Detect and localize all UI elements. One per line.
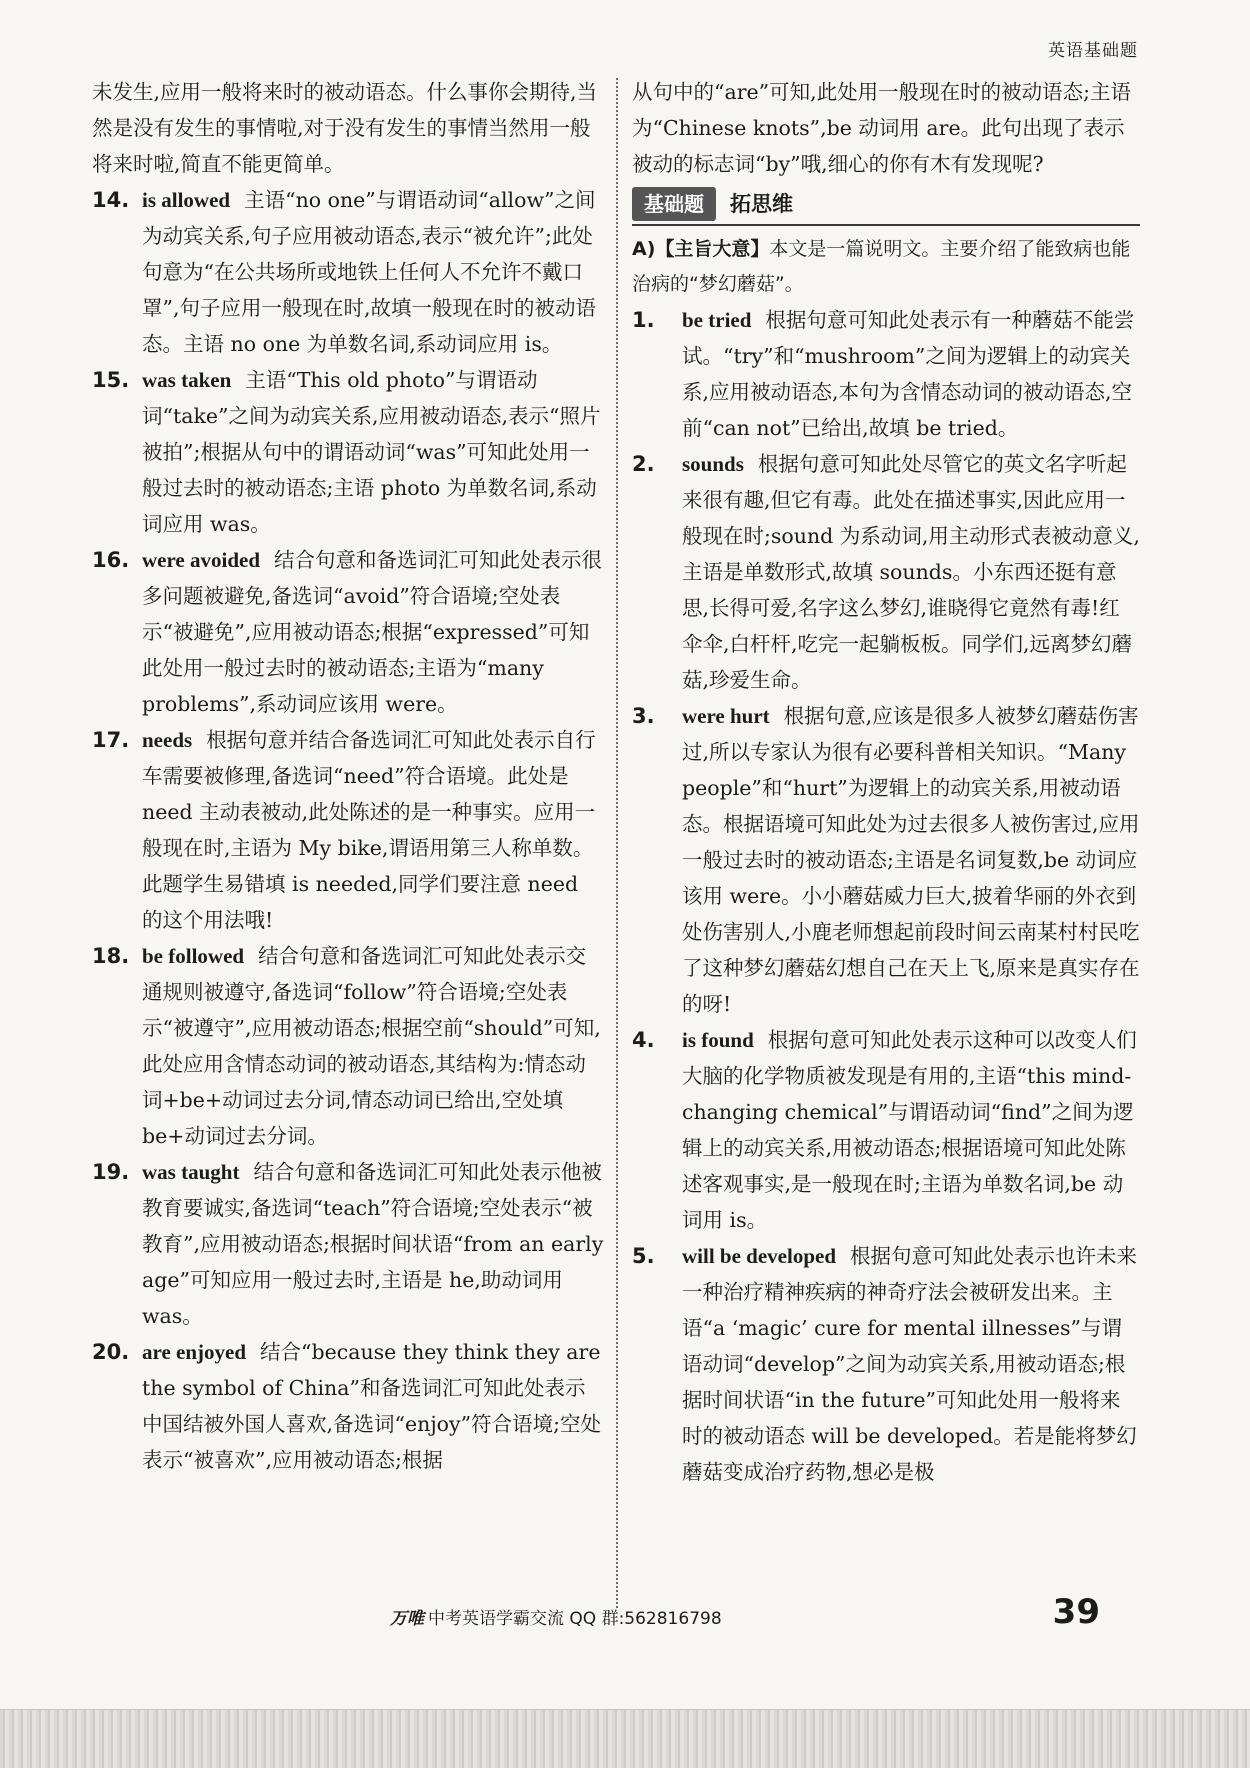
section-tag: 基础题 [632, 187, 716, 221]
item-number: 4. [632, 1028, 655, 1052]
item-number: 18. [92, 944, 130, 968]
page-number: 39 [1052, 1592, 1100, 1632]
left-intro: 未发生,应用一般将来时的被动语态。什么事你会期待,当然是没有发生的事情啦,对于没有发生的事情当然用一般将来时啦,简直不能更简单。 [92, 80, 598, 176]
answer-item [92, 722, 604, 938]
right-column [632, 74, 1140, 1490]
answer-item [92, 938, 604, 1154]
item-answer: are enjoyed [142, 1340, 247, 1364]
item-answer: be tried [682, 308, 752, 332]
section-header [632, 186, 1140, 222]
right-intro: 从句中的“are”可知,此处用一般现在时的被动语态;主语为“Chinese knots”,be 动词用 are。此句出现了表示被动的标志词“by”哦,细心的你有木有发现呢? [632, 80, 1132, 176]
item-answer: was taken [142, 368, 232, 392]
item-number: 2. [632, 452, 655, 476]
item-explanation: 主语“no one”与谓语动词“allow”之间为动宾关系,句子应用被动语态,表示“被允许”;此处句意为“在公共场所或地铁上任何人不允许不戴口罩”,句子应用一般现在时,故填一般现在时的被动语态。主语 no one 为单数名词,系动词应用 is。 [142, 188, 597, 356]
item-explanation: 结合句意和备选词汇可知此处表示交通规则被遵守,备选词“follow”符合语境;空处表示“被遵守”,应用被动语态;根据空前“should”可知,此处应用含情态动词的被动语态,其结构为:情态动词+be+动词过去分词,情态动词已给出,空处填 be+动词过去分词。 [142, 944, 601, 1148]
right-items [632, 302, 1140, 1490]
footer [390, 1604, 722, 1629]
item-explanation: 根据句意可知此处表示有一种蘑菇不能尝试。“try”和“mushroom”之间为逻辑上的动宾关系,应用被动语态,本句为含情态动词的被动语态,空前“can not”已给出,故填 be tried。 [682, 308, 1135, 440]
answer-item [632, 446, 1140, 698]
item-number: 17. [92, 728, 130, 752]
item-answer: were hurt [682, 704, 770, 728]
item-number: 5. [632, 1244, 655, 1268]
footer-brand: 万唯 [390, 1609, 424, 1629]
summary [632, 232, 1140, 302]
item-answer: be followed [142, 944, 245, 968]
item-answer: sounds [682, 452, 744, 476]
answer-item [92, 542, 604, 722]
answer-item [92, 182, 604, 362]
item-answer: needs [142, 728, 193, 752]
answer-item [632, 1238, 1140, 1490]
left-items [92, 182, 604, 1478]
item-number: 19. [92, 1160, 130, 1184]
item-explanation: 主语“This old photo”与谓语动词“take”之间为动宾关系,应用被动语态,表示“照片被拍”;根据从句中的谓语动词“was”可知此处用一般过去时的被动语态;主语 photo 为单数名词,系动词应用 was。 [142, 368, 601, 536]
item-explanation: 结合句意和备选词汇可知此处表示他被教育要诚实,备选词“teach”符合语境;空处表示“被教育”,应用被动语态;根据时间状语“from an early age”可知应用一般过去时,主语是 he,助动词用 was。 [142, 1160, 604, 1328]
summary-text: 本文是一篇说明文。主要介绍了能致病也能治病的“梦幻蘑菇”。 [632, 238, 1131, 295]
answer-item [632, 698, 1140, 1022]
item-answer: is found [682, 1028, 754, 1052]
column-divider [616, 78, 618, 1608]
item-number: 1. [632, 308, 655, 332]
item-answer: will be developed [682, 1244, 837, 1268]
item-explanation: 根据句意可知此处尽管它的英文名字听起来很有趣,但它有毒。此处在描述事实,因此应用一般现在时;sound 为系动词,用主动形式表被动意义,主语是单数形式,故填 sounds。小东西还挺有意思,长得可爱,名字这么梦幻,谁晓得它竟然有毒!红伞伞,白杆杆,吃完一起躺板板。同学们,远离梦幻蘑菇,珍爱生命。 [682, 452, 1140, 692]
item-explanation: 根据句意可知此处表示也许未来一种治疗精神疾病的神奇疗法会被研发出来。主语“a ‘magic’ cure for mental illnesses”与谓语动词“develop”之间为动宾关系,用被动语态;根据时间状语“in the future”可知此处用一般将来时的被动语态 will be developed。若是能将梦幻蘑菇变成治疗药物,想必是极 [682, 1244, 1138, 1484]
answer-item [632, 302, 1140, 446]
item-explanation: 根据句意,应该是很多人被梦幻蘑菇伤害过,所以专家认为很有必要科普相关知识。“Many people”和“hurt”为逻辑上的动宾关系,用被动语态。根据语境可知此处为过去很多人被伤害过,应用一般过去时的被动语态;主语是名词复数,be 动词应该用 were。小小蘑菇威力巨大,披着华丽的外衣到处伤害别人,小鹿老师想起前段时间云南某村村民吃了这种梦幻蘑菇幻想自己在天上飞,原来是真实存在的呀! [682, 704, 1140, 1016]
item-explanation: 根据句意可知此处表示这种可以改变人们大脑的化学物质被发现是有用的,主语“this mind-changing chemical”与谓语动词“find”之间为逻辑上的动宾关系,用被动语态;根据语境可知此处陈述客观事实,是一般现在时;主语为单数名词,be 动词用 is。 [682, 1028, 1137, 1232]
item-explanation: 结合“because they think they are the symbol of China”和备选词汇可知此处表示中国结被外国人喜欢,备选词“enjoy”符合语境;空处表示“被喜欢”,应用被动语态;根据 [142, 1340, 601, 1472]
answer-item [92, 362, 604, 542]
item-number: 15. [92, 368, 130, 392]
left-column [92, 74, 604, 1478]
summary-lead: A)【主旨大意】 [632, 238, 770, 260]
item-explanation: 结合句意和备选词汇可知此处表示很多问题被避免,备选词“avoid”符合语境;空处表示“被避免”,应用被动语态;根据“expressed”可知此处用一般过去时的被动语态;主语为“many problems”,系动词应该用 were。 [142, 548, 603, 716]
section-rule [632, 224, 1140, 226]
item-answer: were avoided [142, 548, 261, 572]
header-label: 英语基础题 [1048, 41, 1138, 61]
answer-item [632, 1022, 1140, 1238]
item-answer: was taught [142, 1160, 240, 1184]
section-title: 拓思维 [730, 192, 793, 216]
answer-item [92, 1154, 604, 1334]
item-answer: is allowed [142, 188, 231, 212]
answer-item [92, 1334, 604, 1478]
page-edge [0, 1709, 1250, 1768]
footer-text: 中考英语学霸交流 QQ 群:562816798 [428, 1609, 722, 1629]
item-number: 14. [92, 188, 130, 212]
item-explanation: 根据句意并结合备选词汇可知此处表示自行车需要被修理,备选词“need”符合语境。此处是 need 主动表被动,此处陈述的是一种事实。应用一般现在时,主语为 My bike,谓语用第三人称单数。此题学生易错填 is needed,同学们要注意 need 的这个用法哦! [142, 728, 596, 932]
item-number: 20. [92, 1340, 130, 1364]
item-number: 16. [92, 548, 130, 572]
item-number: 3. [632, 704, 655, 728]
